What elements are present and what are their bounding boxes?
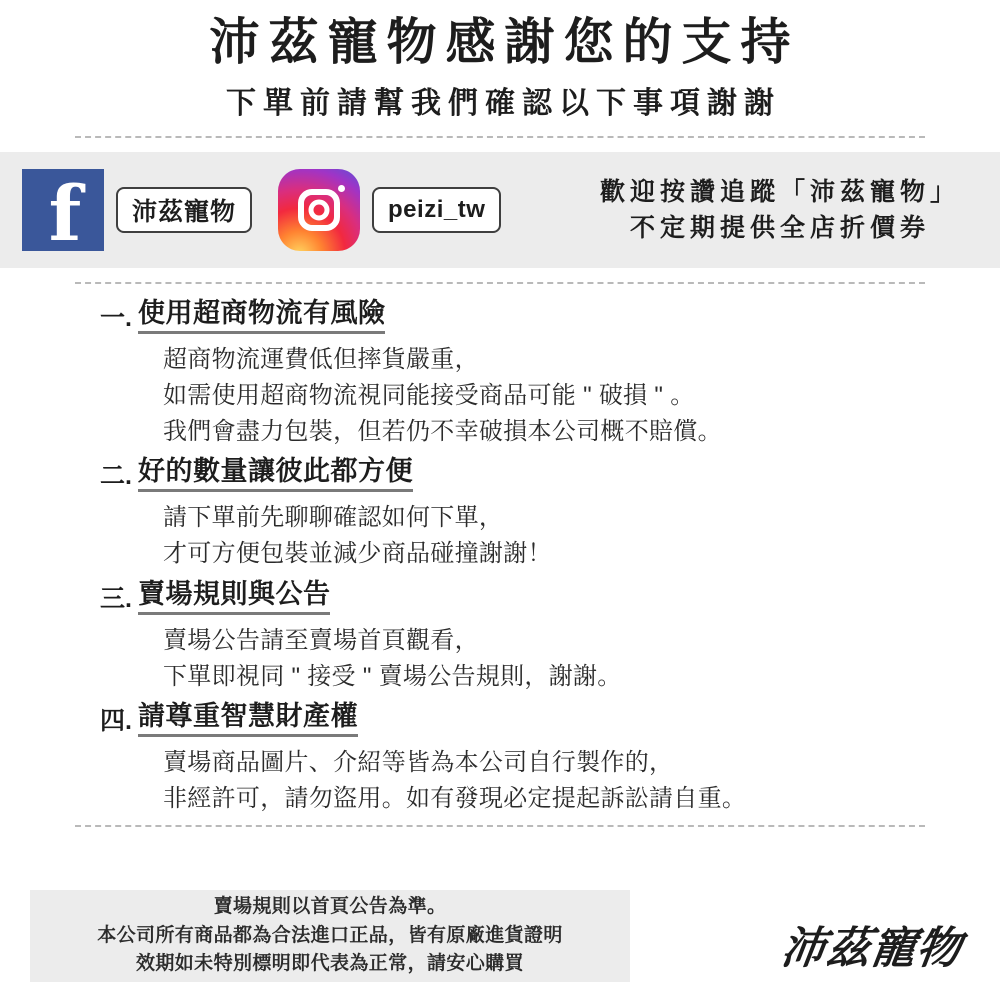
footer-line1: 賣場規則以首頁公告為準。 <box>213 896 447 918</box>
note-heading <box>0 300 1000 334</box>
note-number: 二. <box>100 462 132 491</box>
facebook-name-chip[interactable]: 沛茲寵物 <box>116 187 252 233</box>
note-title: 好的數量讓彼此都方便 <box>138 458 413 492</box>
note-item <box>0 578 1000 693</box>
page-title: 沛茲寵物感謝您的支持 <box>209 14 800 70</box>
note-number: 三. <box>100 584 132 613</box>
note-line: 超商物流運費低但摔貨嚴重， <box>163 346 479 373</box>
note-item <box>0 700 1000 815</box>
social-callout <box>600 174 978 247</box>
social-callout-line2: 不定期提供全店折價券 <box>629 214 930 242</box>
divider-mid <box>75 282 925 284</box>
note-heading <box>0 700 1000 737</box>
note-item <box>0 300 1000 448</box>
notes-list <box>0 290 1000 815</box>
footer-line2: 本公司所有商品都為合法進口正品，皆有原廠進貨證明 <box>97 924 563 946</box>
note-title: 賣場規則與公告 <box>138 581 331 615</box>
divider-bottom <box>75 825 925 827</box>
instagram-dot-shape <box>338 185 345 192</box>
facebook-icon[interactable] <box>22 169 104 258</box>
social-callout-line1: 歡迎按讚追蹤「沛茲寵物」 <box>599 177 960 206</box>
footer <box>30 890 970 986</box>
note-title: 請尊重智慧財產權 <box>138 703 358 737</box>
note-heading <box>0 578 1000 615</box>
note-title: 使用超商物流有風險 <box>138 300 386 334</box>
note-line: 下單即視同 " 接受 " 賣場公告規則，謝謝。 <box>163 662 622 690</box>
note-line: 才可方便包裝並減少商品碰撞謝謝！ <box>163 540 552 568</box>
note-line: 請下單前先聊聊確認如何下單， <box>163 504 504 532</box>
footer-notice-box <box>30 890 630 982</box>
note-body <box>0 501 1000 570</box>
note-body <box>0 746 1000 815</box>
page-subtitle: 下單前請幫我們確認以下事項謝謝 <box>226 87 781 120</box>
note-item <box>0 458 1000 570</box>
note-line: 賣場公告請至賣場首頁觀看， <box>163 626 479 654</box>
note-body <box>0 343 1000 448</box>
instagram-lens-shape <box>309 200 330 221</box>
note-body <box>0 624 1000 693</box>
note-line: 我們會盡力包裝，但若仍不幸破損本公司概不賠償。 <box>163 418 722 446</box>
facebook-f-glyph: f <box>48 169 82 258</box>
note-line: 非經許可，請勿盜用。如有發現必定提起訴訟請自重。 <box>163 784 747 812</box>
note-number: 四. <box>100 706 132 735</box>
note-line: 如需使用超商物流視同能接受商品可能 " 破損 " 。 <box>163 382 695 410</box>
instagram-name-chip[interactable]: peizi_tw <box>372 187 501 233</box>
note-number: 一. <box>100 304 132 332</box>
divider-top <box>75 136 925 138</box>
social-band <box>0 152 1000 268</box>
footer-line3: 效期如未特別標明即代表為正常，請安心購買 <box>135 953 524 975</box>
header <box>0 0 1000 122</box>
instagram-icon[interactable] <box>278 169 360 251</box>
note-line: 賣場商品圖片、介紹等皆為本公司自行製作的， <box>163 748 674 776</box>
note-heading <box>0 458 1000 492</box>
brand-logo: 沛茲寵物 <box>777 923 965 974</box>
